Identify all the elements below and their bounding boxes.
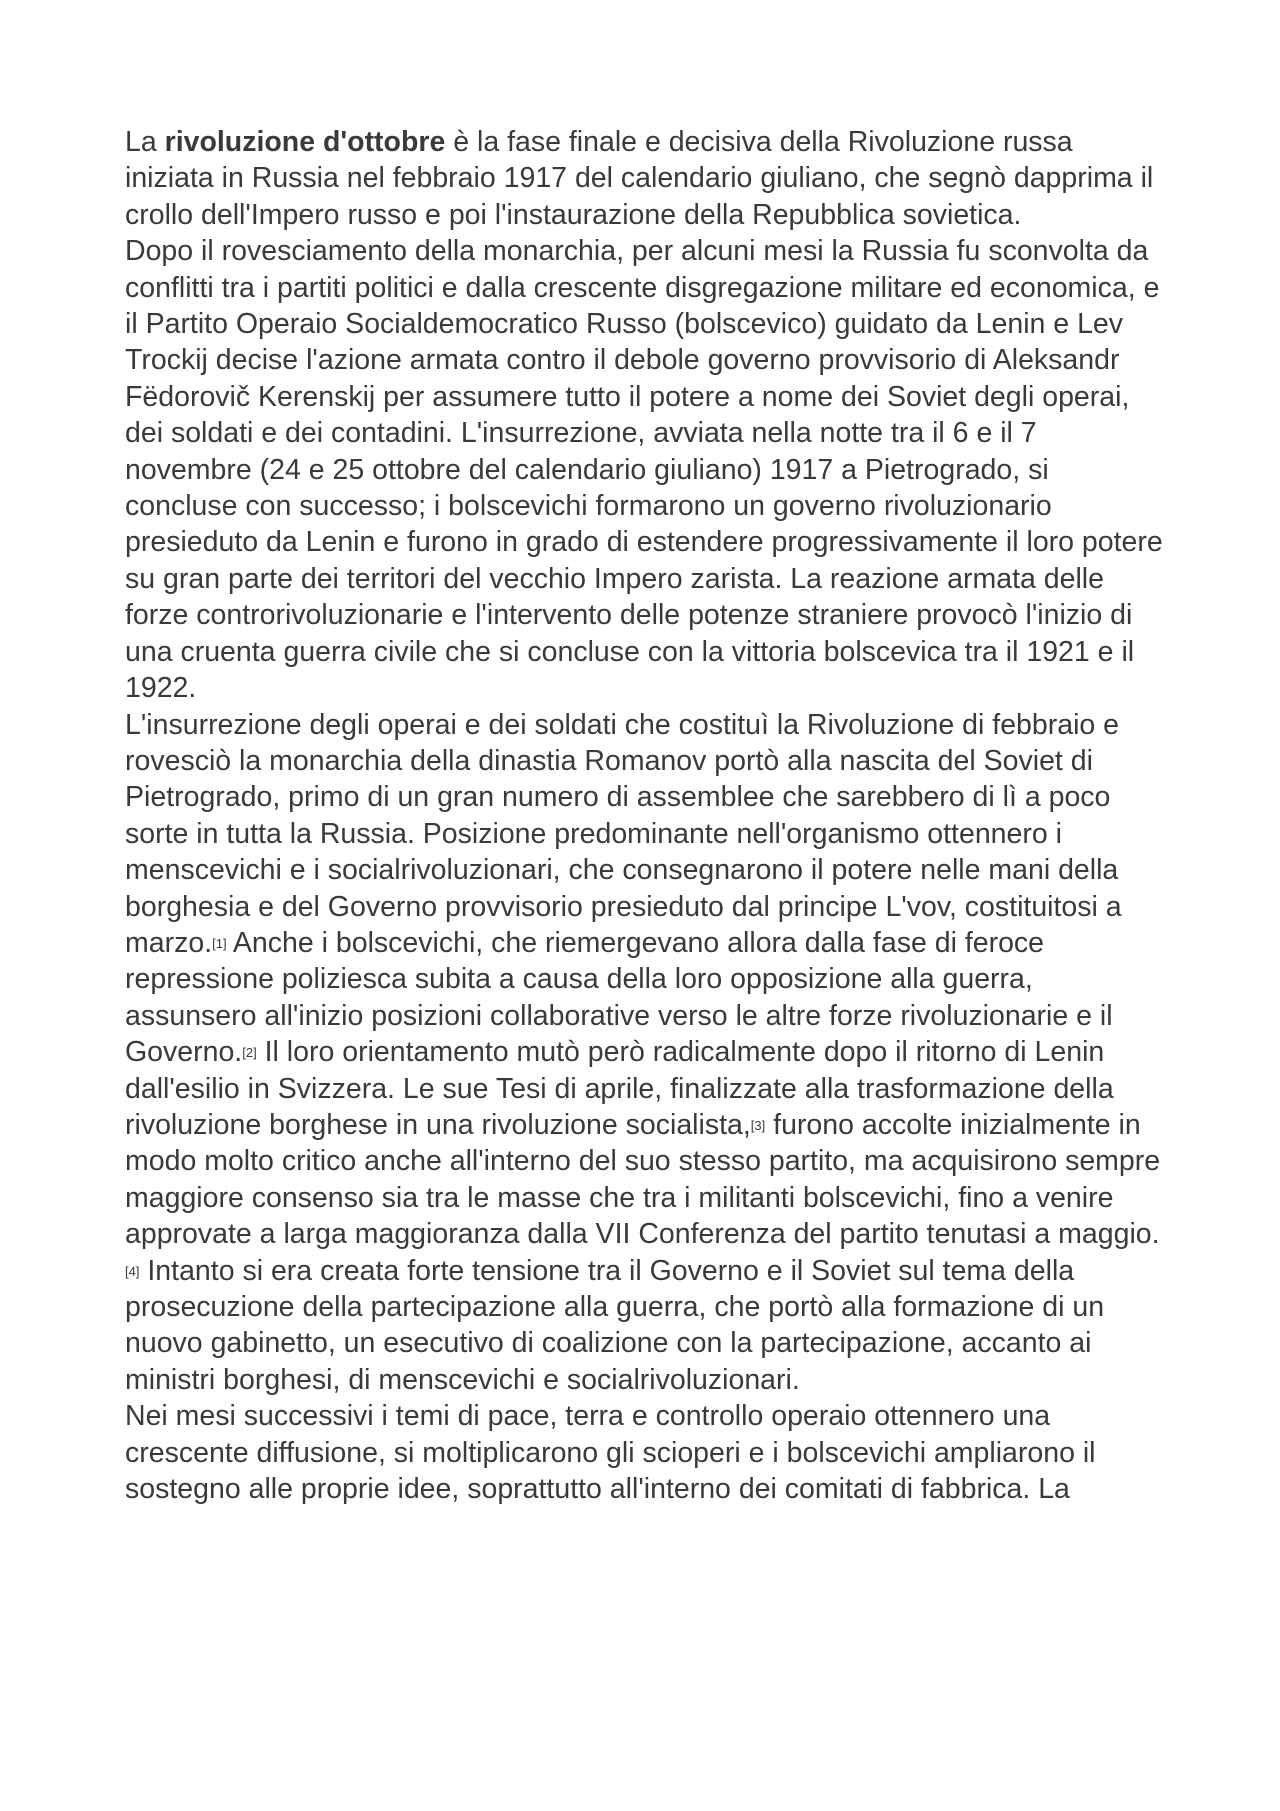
paragraph-overview: Dopo il rovesciamento della monarchia, per alcuni mesi la Russia fu sconvolta da conflitti tra i partiti politici e dalla crescente disgregazione militare ed economica, e il Partito Operaio Socialdemocratico Russo (bolscevico) guidato da Lenin e Lev Trockij decise l'azione armata contro il debole governo provvisorio di Aleksandr Fëdorovič Kerenskij per assumere tutto il potere a nome dei Soviet degli operai, dei soldati e dei contadini. L'insurrezione, avviata nella notte tra il 6 e il 7 novembre (24 e 25 ottobre del calendario giuliano) 1917 a Pietrogrado, si concluse con successo; i bolscevichi formarono un governo rivoluzionario presieduto da Lenin e furono in grado di estendere progressivamente il loro potere su gran parte dei territori del vecchio Impero zarista. La reazione armata delle forze controrivoluzionarie e l'intervento delle potenze straniere provocò l'inizio di una cruenta guerra civile che si concluse con la vittoria bolscevica tra il 1921 e il 1922. xyxy=(125,235,1163,705)
text-segment: Il loro orientamento mutò però radicalmente dopo il ritorno di Lenin dall'esilio in Svizzera. Le sue Tesi di aprile, finalizzate alla trasformazione della rivoluzione borghese in una rivoluzione socialista, xyxy=(125,1036,1114,1141)
reference-link[interactable]: [2] xyxy=(242,1045,257,1061)
intro-text: è la fase finale e decisiva della Rivoluzione russa iniziata in Russia nel febbraio 1917 del calendario giuliano, che segnò dapprima il crollo dell'Impero russo e poi l'instaurazione della Repubblica sovietica. xyxy=(125,126,1154,231)
paragraph-following-months: Nei mesi successivi i temi di pace, terra e controllo operaio ottennero una crescente diffusione, si moltiplicarono gli scioperi e i bolscevichi ampliarono il sostegno alle proprie idee, soprattutto all'interno dei comitati di fabbrica. La xyxy=(125,1400,1096,1506)
bold-term: rivoluzione d'ottobre xyxy=(164,126,446,158)
paragraph-intro xyxy=(125,124,1165,233)
reference-link[interactable]: [3] xyxy=(750,1117,766,1133)
text-segment: Intanto si era creata forte tensione tra il Governo e il Soviet sul tema della prosecuzione della partecipazione alla guerra, che portò alla formazione di un nuovo gabinetto, un esecutivo di coalizione con la partecipazione, accanto ai ministri borghesi, di menscevichi e socialrivoluzionari. xyxy=(125,1254,1105,1396)
reference-link[interactable]: [1] xyxy=(212,935,227,951)
reference-link[interactable]: [4] xyxy=(125,1263,140,1279)
text-segment: Anche i bolscevichi, che riemergevano allora dalla fase di feroce repressione poliziesca subita a causa della loro opposizione alla guerra, assunsero all'inizio posizioni collaborative verso le altre forze rivoluzionarie e il Governo. xyxy=(125,926,1113,1069)
text-segment: furono accolte inizialmente in modo molto critico anche all'interno del suo stesso partito, ma acquisirono sempre maggiore consenso sia tra le masse che tra i militanti bolscevichi, fino a venire approvate a larga maggioranza dalla VII Conferenza del partito tenutasi a maggio. xyxy=(125,1108,1161,1251)
intro-lead: La xyxy=(125,126,165,158)
text-segment: L'insurrezione degli operai e dei soldati che costituì la Rivoluzione di febbraio e rovesciò la monarchia della dinastia Romanov portò alla nascita del Soviet di Pietrogrado, primo di un gran numero di assemblee che sarebbero di lì a poco sorte in tutta la Russia. Posizione predominante nell'organismo ottennero i menscevichi e i socialrivoluzionari, che consegnarono il potere nelle mani della borghesia e del Governo provvisorio presieduto dal principe L'vov, costituitosi a marzo. xyxy=(125,708,1122,959)
document-body xyxy=(125,124,1165,1507)
paragraph-february xyxy=(125,707,1165,1399)
